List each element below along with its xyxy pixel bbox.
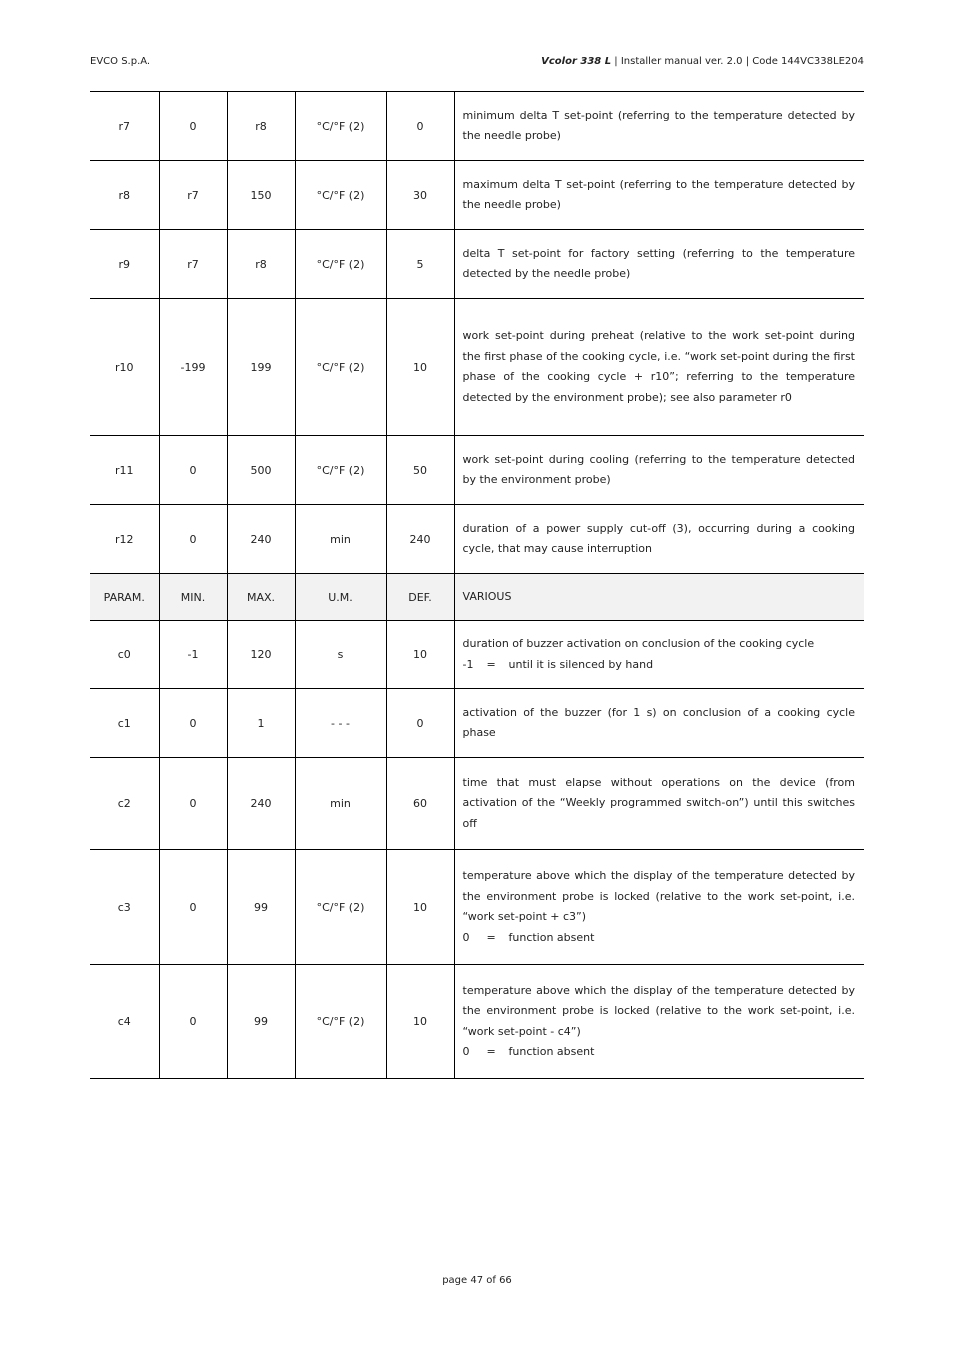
cell-param: c0 <box>90 621 159 689</box>
cell-description: duration of a power supply cut-off (3), occurring during a cooking cycle, that may cause interruption <box>454 505 864 574</box>
cell-max: r8 <box>227 230 295 299</box>
cell-unit: °C/°F (2) <box>295 299 386 436</box>
table-row <box>90 621 864 689</box>
column-header-unit: U.M. <box>295 574 386 621</box>
cell-min: r7 <box>159 230 227 299</box>
cell-min: 0 <box>159 965 227 1079</box>
cell-param: r12 <box>90 505 159 574</box>
description-text: temperature above which the display of the temperature detected by the environment probe is locked (relative to the work set-point, i.e. “work set-point - c4”) <box>462 983 855 1038</box>
cell-min: -199 <box>159 299 227 436</box>
cell-description: time that must elapse without operations on the device (from activation of the “Weekly programmed switch-on”) until this switches off <box>454 758 864 850</box>
cell-min: 0 <box>159 689 227 758</box>
cell-description: activation of the buzzer (for 1 s) on conclusion of a cooking cycle phase <box>454 689 864 758</box>
table-row <box>90 161 864 230</box>
cell-default: 240 <box>386 505 454 574</box>
cell-param: r10 <box>90 299 159 436</box>
description-text: duration of buzzer activation on conclusion of the cooking cycle <box>462 637 815 650</box>
cell-unit: °C/°F (2) <box>295 965 386 1079</box>
cell-unit: min <box>295 758 386 850</box>
cell-max: 120 <box>227 621 295 689</box>
option-value: -1 <box>462 657 474 671</box>
cell-description: delta T set-point for factory setting (referring to the temperature detected by the needle probe) <box>454 230 864 299</box>
cell-description: work set-point during preheat (relative to the work set-point during the first phase of the cooking cycle, i.e. “work set-point during the first phase of the cooking cycle + r10”; referring to the temperature detected by the environment probe); see also parameter r0 <box>454 299 864 436</box>
option-equals: = <box>486 1045 496 1058</box>
cell-default: 0 <box>386 689 454 758</box>
cell-param: r9 <box>90 230 159 299</box>
cell-min: 0 <box>159 436 227 505</box>
cell-unit: min <box>295 505 386 574</box>
description-text: temperature above which the display of the temperature detected by the environment probe is locked (relative to the work set-point, i.e. “work set-point + c3”) <box>462 869 855 923</box>
column-header-param: PARAM. <box>90 574 159 621</box>
cell-description: maximum delta T set-point (referring to the temperature detected by the needle probe) <box>454 161 864 230</box>
cell-min: 0 <box>159 850 227 965</box>
cell-unit: °C/°F (2) <box>295 230 386 299</box>
option-line <box>463 1042 856 1063</box>
header-manual-info: | Installer manual ver. 2.0 | Code 144VC338LE204 <box>611 56 864 67</box>
table-row <box>90 436 864 505</box>
option-text: until it is silenced by hand <box>508 657 654 671</box>
cell-param: c2 <box>90 758 159 850</box>
header-product-name: Vcolor 338 L <box>541 56 612 67</box>
column-header-max: MAX. <box>227 574 295 621</box>
table-row <box>90 689 864 758</box>
cell-default: 10 <box>386 299 454 436</box>
cell-default: 0 <box>386 92 454 161</box>
cell-min: 0 <box>159 92 227 161</box>
option-value: 0 <box>462 1045 470 1058</box>
cell-min: -1 <box>159 621 227 689</box>
cell-description: work set-point during cooling (referring to the temperature detected by the environment probe) <box>454 436 864 505</box>
cell-default: 10 <box>386 850 454 965</box>
cell-default: 50 <box>386 436 454 505</box>
cell-max: 150 <box>227 161 295 230</box>
option-line <box>463 655 856 676</box>
cell-param: r7 <box>90 92 159 161</box>
cell-description <box>454 850 864 965</box>
table-row <box>90 758 864 850</box>
cell-max: 240 <box>227 758 295 850</box>
option-equals: = <box>486 930 496 944</box>
cell-max: 99 <box>227 850 295 965</box>
cell-param: r11 <box>90 436 159 505</box>
cell-unit: °C/°F (2) <box>295 850 386 965</box>
cell-max: 99 <box>227 965 295 1079</box>
cell-unit: °C/°F (2) <box>295 436 386 505</box>
cell-max: 199 <box>227 299 295 436</box>
cell-param: r8 <box>90 161 159 230</box>
option-text: function absent <box>508 930 595 944</box>
cell-default: 5 <box>386 230 454 299</box>
cell-max: r8 <box>227 92 295 161</box>
cell-default: 30 <box>386 161 454 230</box>
option-value: 0 <box>462 930 470 944</box>
cell-default: 10 <box>386 621 454 689</box>
cell-description <box>454 621 864 689</box>
cell-min: r7 <box>159 161 227 230</box>
cell-param: c3 <box>90 850 159 965</box>
cell-param: c1 <box>90 689 159 758</box>
table-row <box>90 92 864 161</box>
page-number: page 47 of 66 <box>442 1275 512 1286</box>
cell-min: 0 <box>159 505 227 574</box>
cell-max: 500 <box>227 436 295 505</box>
column-header-min: MIN. <box>159 574 227 621</box>
header-company: EVCO S.p.A. <box>90 56 151 67</box>
cell-description: minimum delta T set-point (referring to the temperature detected by the needle probe) <box>454 92 864 161</box>
cell-unit: - - - <box>295 689 386 758</box>
section-header-row <box>90 574 864 621</box>
cell-default: 60 <box>386 758 454 850</box>
option-text: function absent <box>508 1045 595 1058</box>
cell-max: 240 <box>227 505 295 574</box>
table-row <box>90 850 864 965</box>
cell-param: c4 <box>90 965 159 1079</box>
cell-description <box>454 965 864 1079</box>
cell-unit: °C/°F (2) <box>295 92 386 161</box>
cell-unit: s <box>295 621 386 689</box>
cell-min: 0 <box>159 758 227 850</box>
column-header-default: DEF. <box>386 574 454 621</box>
option-line <box>463 928 856 949</box>
table-row <box>90 965 864 1079</box>
section-title: VARIOUS <box>454 574 864 621</box>
table-row <box>90 299 864 436</box>
cell-max: 1 <box>227 689 295 758</box>
table-row <box>90 505 864 574</box>
cell-default: 10 <box>386 965 454 1079</box>
header-document-info <box>541 56 864 67</box>
cell-unit: °C/°F (2) <box>295 161 386 230</box>
parameters-table <box>90 91 864 1079</box>
table-row <box>90 230 864 299</box>
option-equals: = <box>486 657 496 671</box>
